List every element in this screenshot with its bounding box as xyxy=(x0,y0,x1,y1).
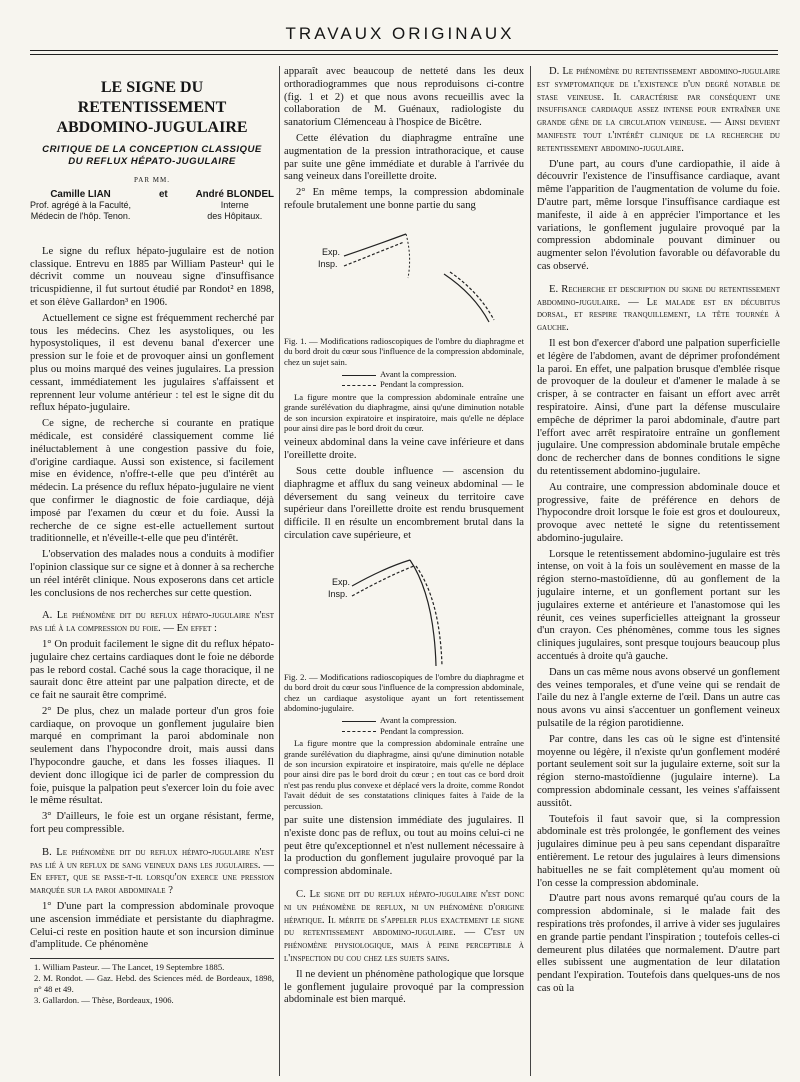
running-header: TRAVAUX ORIGINAUX xyxy=(285,24,515,43)
dashed-line-swatch xyxy=(342,385,376,386)
heart-border-during xyxy=(416,566,442,666)
paragraph: 2° De plus, chez un malade porteur d'un gros foie cardiaque, on provoque un gonflement jugulaire bien marqué en comprimant la paroi abdominale non seulement dans l'hypocondre droit, mais aussi dans l'hypocondre gauche, et dans les fosses iliaques. Il devient donc illogique ici de parler de compression du foie, puisque la palpation peut s'exercer loin du foie avec le même résultat. xyxy=(30,705,274,807)
paragraph: Le signe du reflux hépato-jugulaire est de notion classique. Entrevu en 1885 par William Pasteur¹ qui le décrivit comme un nouveau signe d'insuffisance tricuspidienne, il fut surtout étudié par Rondot² en 1898, et son élève Gallardon³ en 1906. xyxy=(30,245,274,308)
section-heading-c: C. Le signe dit du reflux hépato-jugulaire n'est donc ni un phénomène de reflux, ni un phénomène d'origine hépatique. Il mérite de s'appeler plus exactement le signe du retentissement abdomino-jugulaire. — C'est un phénomène physiologique, mais à peine perceptible à l'inspection du cou chez les sujets sains. xyxy=(284,889,524,965)
byline-prefix: PAR MM. xyxy=(134,176,170,184)
diaphragm-right-during xyxy=(450,272,494,320)
figure-2-legend-during: Pendant la compression. xyxy=(284,726,524,736)
paragraph: D'autre part nous avons remarqué qu'au cours de la compression abdominale, si le malade fait des respirations très profondes, il arrive à vider ses jugulaires en grande partie pendant l'inspiration ; toutefois celles-ci demeurent plus dilatées que normalement. D'autre part elles subissent une augmentation de leur dilatation pendant l'expiration. Toutefois dans quelques-uns de nos cas où la xyxy=(537,893,780,994)
solid-line-swatch xyxy=(342,375,376,376)
paragraph: D'une part, au cours d'une cardiopathie, il aide à découvrir l'existence de l'insuffisance cardiaque, avant même l'apparition de l'augmentation de volume du foie. D'autre part, même lorsque l'insuffisance cardiaque est manifeste, il aide à en apprécier l'importance et les variations, le gonflement jugulaire provoqué par la compression abdominale pouvant diminuer ou augmenter selon l'évolution favorable ou défavorable du cas observé. xyxy=(537,158,780,272)
section-heading-a: A. Le phénomène dit du reflux hépato-jugulaire n'est pas lié à la compression du foie. — En effet : xyxy=(30,610,274,635)
fig2-insp-label: Insp. xyxy=(328,588,348,599)
heart-border-line xyxy=(406,234,410,278)
fig1-insp-label: Insp. xyxy=(318,258,338,269)
paragraph: 1° On produit facilement le signe dit du reflux hépato-jugulaire chez certains cardiaques dont le foie ne déborde pas le rebord costal. Caché sous la cage thoracique, il ne saurait donc être atteint par une palpation directe, et de ce fait ne saurait être comprimé. xyxy=(30,638,274,702)
paragraph: 1° D'une part la compression abdominale provoque une ascension immédiate et persistante du diaphragme. Celui-ci reste en position haute et son incursion diminue d'amplitude. Ce phénomène xyxy=(30,901,274,951)
fig1-exp-label: Exp. xyxy=(322,246,341,257)
paragraph: 3° D'ailleurs, le foie est un organe résistant, ferme, fort peu compressible. xyxy=(30,811,274,836)
figure-1-diagram xyxy=(284,216,524,336)
paragraph: Dans un cas même nous avons observé un gonflement des veines temporales, et d'une veine qui se rendait de l'aile du nez à l'angle externe de l'œil. Dans un autre cas nous avons vu ainsi s'accentuer un gonflement veineux pulsatile de la région parotidienne. xyxy=(537,666,780,730)
paragraph: Sous cette double influence — ascension du diaphragme et afflux du sang veineux abdominal — le déversement du sang veineux du territoire cave supérieur dans l'oreillette droite est rendu brusquement difficile. Il en résulte un encombrement brutal dans la circulation cave supérieure, et xyxy=(284,466,524,541)
diaphragm-right-before xyxy=(444,274,489,322)
figure-2-drawing xyxy=(284,546,524,672)
section-heading-b: B. Le phénomène dit du reflux hépato-jugulaire n'est pas lié à un reflux de sang veineux dans les jugulaires. — En effet, que se passe-t-il lorsqu'on exerce une pression marquée sur la paroi abdominale ? xyxy=(30,846,274,897)
paragraph: 2° En même temps, la compression abdominale refoule brutalement une bonne partie du sang xyxy=(284,187,524,211)
article-subtitle: CRITIQUE DE LA CONCEPTION CLASSIQUE DU REFLUX HÉPATO-JUGULAIRE xyxy=(42,144,262,167)
paragraph: Au contraire, une compression abdominale douce et progressive, faite de préférence en dehors de l'hypocondre droit lorsque le foie est gros et douloureux, provoque avec netteté le signe du retentissement abdomino-jugulaire. xyxy=(537,481,780,544)
section-heading-d: D. Le phénomène du retentissement abdomino-jugulaire est symptomatique de l'existence d'un degré notable de stase veineuse. Il caractérise par conséquent une insuffisance cardiaque assez intense pour entraîner une grande gêne de la circulation veineuse. — Ainsi devient manifeste tout l'intérêt clinique de la recherche du retentissement abdomino-jugulaire. xyxy=(537,66,780,154)
paragraph: Il est bon d'exercer d'abord une palpation superficielle et légère de l'abdomen, avant de déprimer profondément la paroi. En effet, une palpation brusque d'emblée risque de provoquer de la douleur et d'amener le malade à se crisper, à se contracter en faisant un effort avec arrêt respiratoire. Ainsi, d'une part la défense musculaire empêche de déprimer la paroi abdominale, d'autre part l'effort avec arrêt respiratoire entraîne un gonflement jugulaire. Une compression abdominale brutale empêche donc de rechercher dans de bonnes conditions le signe du retentissement abdomino-jugulaire. xyxy=(537,337,780,477)
author-2: André BLONDEL Interne des Hôpitaux. xyxy=(195,188,274,221)
footnote: 1. William Pasteur. — The Lancet, 19 Septembre 1885. xyxy=(34,962,225,973)
author-1: Camille LIAN Prof. agrégé à la Faculté, Médecin de l'hôp. Tenon. xyxy=(30,188,132,221)
figure-1-caption: Fig. 1. — Modifications radioscopiques de l'ombre du diaphragme et du bord droit du cœur sous l'influence de la compression abdominale, chez un sujet sain. xyxy=(284,335,524,367)
diaphragm-before-line xyxy=(352,560,410,586)
paragraph: veineux abdominal dans la veine cave inférieure et dans l'oreillette droite. xyxy=(284,437,524,462)
column-1 xyxy=(30,66,274,1078)
paragraph: Toutefois il faut savoir que, si la compression abdominale est très prolongée, le gonflement des veines jugulaires diminue peu à peu sans cependant disparaître entièrement. Le retour des jugulaires à leurs dimensions habituelles ne se fait complètement qu'au moment où l'on cesse la compression abdominale. xyxy=(537,813,780,889)
header-rule xyxy=(30,50,778,51)
paragraph: L'observation des malades nous a conduits à modifier l'opinion classique sur ce signe et à donner à sa recherche un réel intérêt clinique. Nous exposerons dans cet article les conclusions de nos recherches sur cette question. xyxy=(30,549,274,599)
paragraph: par suite une distension immédiate des jugulaires. Il n'existe donc pas de reflux, ou tout au moins celui-ci ne peut être qu'exceptionnel et n'est nullement nécessaire à la production du gonflement jugulaire provoqué par la compression abdominale. xyxy=(284,815,524,878)
author-et: et xyxy=(158,188,168,200)
footnote: 2. M. Rondot. — Gaz. Hebd. des Sciences méd. de Bordeaux, 1898, n° 48 et 49. xyxy=(34,973,274,994)
paragraph: Cette élévation du diaphragme entraîne une augmentation de la pression intrathoracique, et cause par suite une gêne immédiate et durable à l'arrivée du sang veineux dans l'oreillette droite. xyxy=(284,132,524,183)
paragraph: Par contre, dans les cas où le signe est d'intensité moyenne ou légère, il n'existe qu'un gonflement modéré portant seulement soit sur la jugulaire externe, soit sur la région sterno-mastoïdienne (jugulaire interne). La compression abdominale cessant, les veines s'affaissent aussitôt. xyxy=(537,733,780,809)
figure-2-note: La figure montre que la compression abdominale entraîne une grande surélévation du diaphragme, ainsi qu'une diminution notable de son incursion expiratoire et inspiratoire, mais qu'elle ne déplace pour ainsi dire pas le bord droit du cœur ; en tout cas ce bord droit n'est pas rendu plus convexe et déplacé vers la droite, comme Rondot l'avait déduit de ses constatations cliniques faites à l'aide de la percussion. xyxy=(284,738,524,811)
figure-1-legend-during: Pendant la compression. xyxy=(284,379,524,389)
solid-line-swatch xyxy=(342,721,376,722)
column-2 xyxy=(284,66,524,1078)
paragraph: Ce signe, de recherche si courante en pratique médicale, est considéré classiquement comme lié inéluctablement à une congestion passive du foie, d'origine cardiaque. Aussi son existence, si facilement mise en évidence, n'offre-t-elle que peu d'intérêt au médecin. La présence du reflux hépato-jugulaire ne vient que confirmer le diagnostic de foie cardiaque, déjà imposé par l'examen du cœur et du foie. Aussi la recherche de ce signe est-elle actuellement surtout traditionnelle, et n'éveille-t-elle que peu d'intérêt. xyxy=(30,418,274,545)
footnotes xyxy=(30,958,274,1005)
footnote: 3. Gallardon. — Thèse, Bordeaux, 1906. xyxy=(34,994,174,1005)
authors xyxy=(30,189,274,222)
fig2-exp-label: Exp. xyxy=(332,576,351,587)
article-title: LE SIGNE DU RETENTISSEMENT ABDOMINO-JUGULAIRE xyxy=(56,79,248,136)
figure-2-caption: Fig. 2. — Modifications radioscopiques de l'ombre du diaphragme et du bord droit du cœur sous l'influence de la compression abdominale, chez un cardiaque asystolique ayant un fort retentissement abdomino-jugulaire. xyxy=(284,671,524,714)
figure-1-legend-before: Avant la compression. xyxy=(284,369,524,379)
paragraph: Il ne devient un phénomène pathologique que lorsque le gonflement jugulaire provoqué par la compression abdominale est bien marqué. xyxy=(284,968,524,1006)
figure-2-legend-before: Avant la compression. xyxy=(284,715,524,725)
figure-2-diagram xyxy=(284,546,524,672)
header-rule-2 xyxy=(30,54,778,55)
column-divider xyxy=(279,66,280,1076)
column-divider xyxy=(530,66,531,1076)
dashed-line-swatch xyxy=(342,731,376,732)
heart-border-before xyxy=(410,560,436,666)
figure-1-note: La figure montre que la compression abdominale entraîne une grande surélévation du diaphragme, ainsi qu'une diminution notable de son incursion expiratoire et inspiratoire, mais qu'elle ne déplace pour ainsi dire pas le bord droit du cœur. xyxy=(284,391,524,434)
figure-1-drawing xyxy=(284,216,524,336)
column-3 xyxy=(537,66,780,1078)
section-heading-e: E. Recherche et description du signe du retentissement abdomino-jugulaire. — Le malade est en décubitus dorsal, et respire tranquillement, la tête tournée à gauche. xyxy=(537,283,780,334)
paragraph: apparaît avec beaucoup de netteté dans les deux orthoradiogrammes que nous reproduisons ci-contre (fig. 1 et 2) et que nous avons recueillis avec la collaboration de M. Guénaux, radiologiste du sanatorium Clémenceau à l'hospice de Bicêtre. xyxy=(284,66,524,129)
paragraph: Lorsque le retentissement abdomino-jugulaire est très intense, on voit à la fois un soulèvement en masse de la région sterno-mastoïdienne, dû au gonflement de la jugulaire interne, et un gonflement portant sur les jugulaires externe et antérieure et l'anastomose qui les réunit, ces veines superficielles atteignant la grosseur d'un crayon. Ces phénomènes, comme tous les signes cliniques jugulaires, sont presque toujours beaucoup plus accentués à droite qu'à gauche. xyxy=(537,548,780,663)
paragraph: Actuellement ce signe est fréquemment recherché par tous les médecins. Chez les asystoliques, ou les hyposystoliques, il est devenu banal d'exercer une pression sur le foie et de provoquer ainsi un gonflement plus ou moins marqué des veines jugulaires. La pression cessant, immédiatement les jugulaires s'affaissent et reprennent leur volume antérieur : tel est le signe dit du reflux hépato-jugulaire. xyxy=(30,312,274,414)
